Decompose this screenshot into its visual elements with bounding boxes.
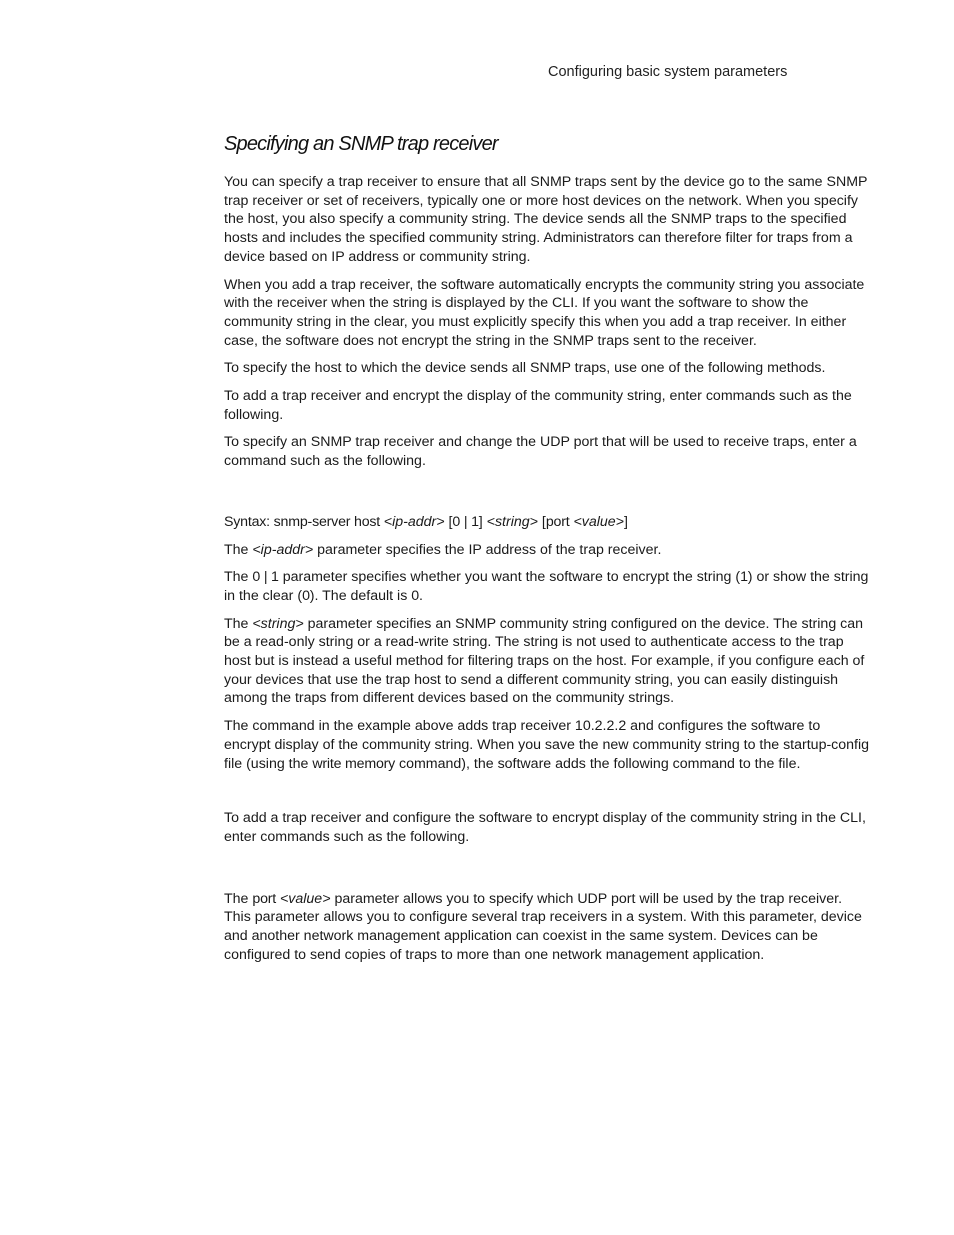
text: command), the software adds the following command to the file. [395, 755, 801, 772]
paragraph-example [224, 717, 870, 773]
text: The [224, 890, 253, 907]
paragraph-cli-encrypt: To add a trap receiver and configure the software to encrypt display of the community string in the CLI, enter commands such as the following. [224, 810, 866, 845]
syntax-label: Syntax: snmp-server host [224, 513, 384, 530]
param-value: <value> [280, 890, 331, 907]
text: The [224, 615, 253, 632]
value-default: 0 [411, 587, 419, 604]
paragraph-methods: To specify the host to which the device sends all SNMP traps, use one of the following methods. [224, 360, 826, 377]
text: ). The default is [309, 587, 412, 604]
param-string: <string> [252, 615, 304, 632]
paragraph-port-param [224, 890, 870, 965]
param-ip-addr: <ip-addr> [252, 541, 314, 558]
text: parameter allows you to specify which UDP port will be used by the trap receiver. This parameter allows you to configure several trap receivers in a system. With this parameter, device and another network management application can coexist in the same system. Devices can be configured to send copies of traps to more than one network management application. [224, 890, 862, 963]
running-header: Configuring basic system parameters [548, 64, 788, 80]
syntax-ip-addr: <ip-addr> [383, 513, 445, 530]
text: parameter specifies the IP address of the trap receiver. [313, 541, 662, 558]
text: The [224, 569, 253, 586]
syntax-port: port [545, 513, 570, 530]
paragraph-udp-port: To specify an SNMP trap receiver and change the UDP port that will be used to receive traps, enter a command such as the following. [224, 434, 857, 470]
value-one: 1 [740, 569, 748, 586]
value-zero: 0 [302, 587, 310, 604]
syntax-bracket: [ [444, 513, 453, 530]
syntax-zero-one: 0 | 1 [452, 513, 479, 530]
syntax-bracket: [ [537, 513, 546, 530]
paragraph-string-param [224, 615, 870, 709]
syntax-string: <string> [486, 513, 538, 530]
text: The [224, 541, 253, 558]
syntax-bracket: ] [478, 513, 487, 530]
text: parameter specifies an SNMP community string configured on the device. The string can be a read-only string or a read-write string. The string is not used to authenticate access to the trap host but is instead a useful method for filtering traps on the host. For example, if you configure each of your devices that use the trap host to send a different community string, you can easily distinguish among the traps from different devices based on the community strings. [224, 615, 865, 707]
command-write-memory: write memory [312, 755, 396, 772]
param-zero-one: 0 | 1 [252, 569, 279, 586]
paragraph-ip-param [224, 541, 870, 560]
paragraph-intro: You can specify a trap receiver to ensure that all SNMP traps sent by the device go to the same SNMP trap receiver or set of receivers, typically one or more host devices on the network. When you specify the host, you also specify a community string. The device sends all the SNMP traps to the specified hosts and includes the specified community string. Administrators can therefore filter for traps from a device based on IP address or community string. [224, 174, 868, 265]
syntax-bracket: ] [623, 513, 628, 530]
text: parameter specifies whether you want the software to encrypt the string ( [278, 569, 741, 586]
param-port: port [252, 890, 277, 907]
text: ) or show the string in the clear ( [224, 569, 869, 604]
text: . [418, 587, 423, 604]
page-content [224, 133, 870, 974]
paragraph-encrypt-param [224, 568, 870, 605]
paragraph-add-encrypt: To add a trap receiver and encrypt the display of the community string, enter commands such as the following. [224, 388, 852, 423]
paragraph-encryption: When you add a trap receiver, the software automatically encrypts the community string you associate with the receiver when the string is displayed by the CLI. If you want the software to show the community string in the clear, you must explicitly specify this when you add a trap receiver. In either case, the software does not encrypt the string in the SNMP traps sent to the receiver. [224, 276, 865, 349]
section-heading: Specifying an SNMP trap receiver [224, 133, 498, 155]
syntax-value: <value> [573, 513, 624, 530]
text: The command in the example above adds trap receiver 10.2.2.2 and configures the software to encrypt display of the community string. When you save the new community string to the startup-config file (using the [224, 718, 870, 772]
syntax-line [224, 513, 870, 532]
